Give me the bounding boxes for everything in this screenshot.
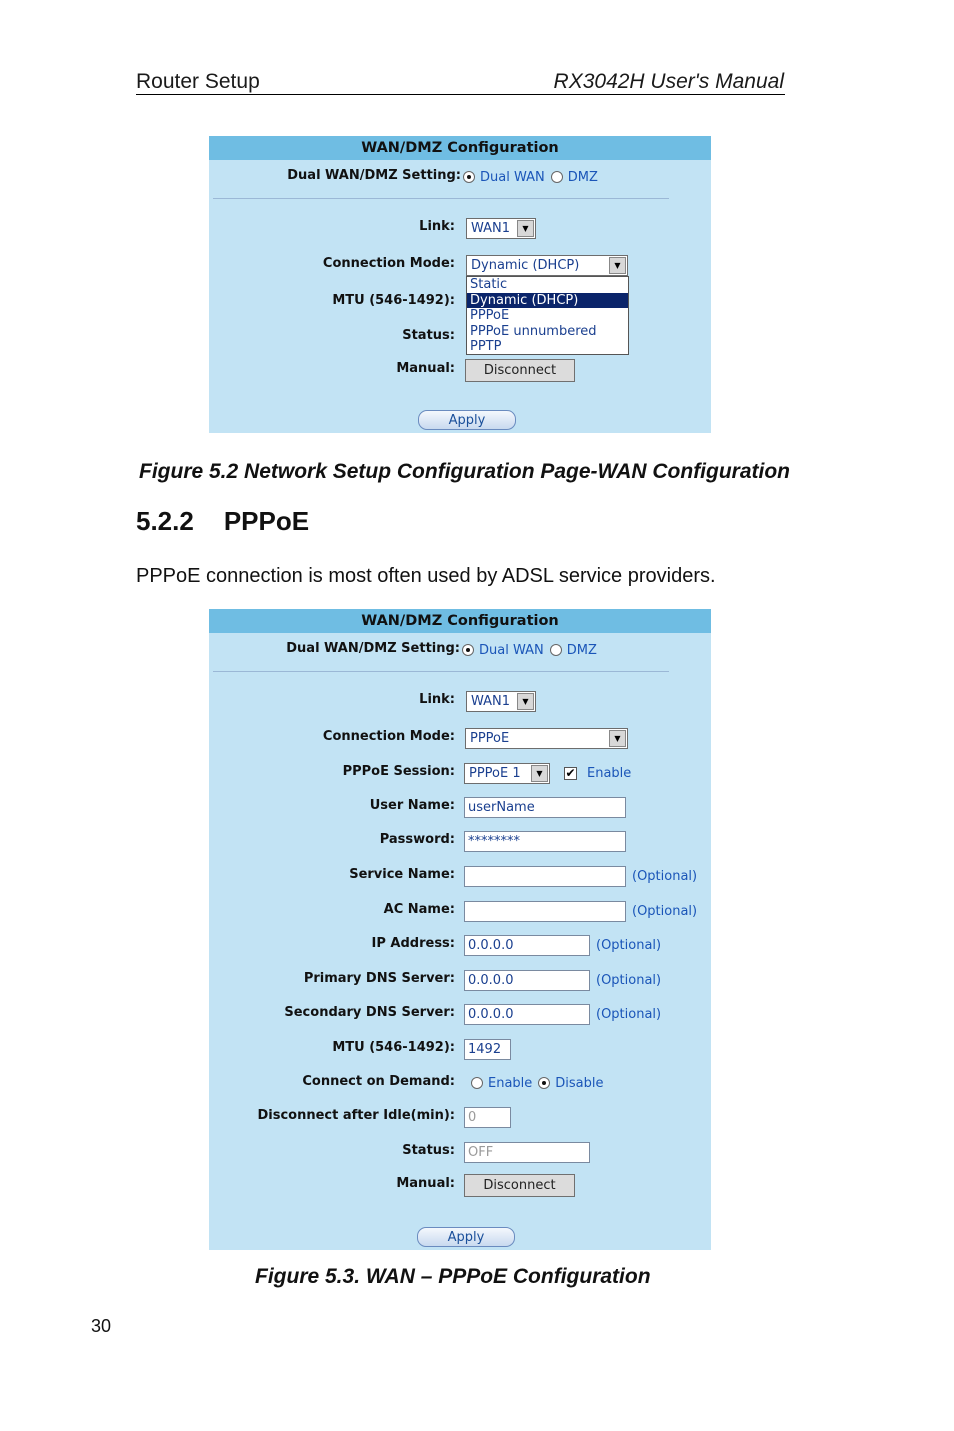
manual-row [209,359,711,381]
chevron-down-icon: ▼ [609,730,626,747]
dual-setting-row [209,639,711,661]
enable-label: Enable [587,765,632,781]
chevron-down-icon: ▼ [531,765,548,782]
connect-on-demand-label: Connect on Demand: [302,1074,455,1089]
connection-mode-dropdown[interactable] [466,276,629,355]
link-select-value: WAN1 [471,693,511,709]
status-field: OFF [464,1142,590,1163]
dmz-label: DMZ [566,642,597,658]
pppoe-session-value: PPPoE 1 [469,765,521,781]
dual-setting-label: Dual WAN/DMZ Setting: [286,641,460,656]
idle-row [209,1106,711,1128]
manual-row [209,1174,711,1196]
divider [213,198,669,199]
wan-config-panel-pppoe [209,609,711,1250]
chevron-down-icon: ▼ [517,693,534,710]
apply-button[interactable]: Apply [417,1227,515,1247]
panel-title: WAN/DMZ Configuration [209,136,711,160]
connection-mode-label: Connection Mode: [322,729,455,744]
section-title: PPPoE [223,506,310,536]
dual-wan-radio[interactable] [463,171,475,183]
user-name-label: User Name: [369,798,455,813]
manual-label: Manual: [396,361,455,376]
mtu-label: MTU (546-1492): [332,293,455,308]
link-select[interactable] [466,218,536,239]
service-name-input[interactable] [464,866,626,887]
ac-name-row [209,900,711,922]
link-select[interactable] [466,691,536,712]
figure-caption-5-2: Figure 5.2 Network Setup Configuration Page-WAN Configuration [139,460,791,483]
cod-enable-label: Enable [488,1075,533,1091]
pppoe-session-select[interactable] [464,763,550,784]
ac-name-label: AC Name: [383,902,455,917]
option-dynamic-dhcp[interactable]: Dynamic (DHCP) [467,293,628,309]
pppoe-session-label: PPPoE Session: [342,764,455,779]
ip-address-label: IP Address: [371,936,455,951]
idle-label: Disconnect after Idle(min): [257,1108,455,1123]
connection-mode-row [209,254,711,276]
service-name-label: Service Name: [349,867,455,882]
connection-mode-value: Dynamic (DHCP) [471,257,580,273]
password-row [209,830,711,852]
manual-label: Manual: [396,1176,455,1191]
secondary-dns-label: Secondary DNS Server: [284,1005,455,1020]
link-select-value: WAN1 [471,220,511,236]
figure-caption-5-3: Figure 5.3. WAN – PPPoE Configuration [255,1265,651,1288]
link-label: Link: [419,692,455,707]
optional-hint: (Optional) [632,903,698,919]
dmz-radio[interactable] [550,644,562,656]
cod-disable-radio[interactable] [538,1077,550,1089]
dmz-radio[interactable] [551,171,563,183]
cod-disable-label: Disable [555,1075,604,1091]
enable-checkbox[interactable]: ✔ [565,765,576,780]
optional-hint: (Optional) [596,972,662,988]
pppoe-session-row [209,762,711,784]
option-pppoe[interactable]: PPPoE [470,308,510,324]
mtu-label: MTU (546-1492): [332,1040,455,1055]
mtu-row [209,291,711,313]
password-input[interactable]: ******** [464,831,626,852]
ac-name-input[interactable] [464,901,626,922]
option-pppoe-unnumbered[interactable]: PPPoE unnumbered [470,323,597,339]
dual-wan-radio[interactable] [462,644,474,656]
status-row [209,1141,711,1163]
idle-input[interactable]: 0 [464,1107,511,1128]
connection-mode-select[interactable] [465,728,628,749]
primary-dns-label: Primary DNS Server: [303,971,455,986]
dual-wan-label: Dual WAN [480,169,545,185]
secondary-dns-input[interactable]: 0.0.0.0 [464,1004,590,1025]
primary-dns-input[interactable]: 0.0.0.0 [464,970,590,991]
ip-address-input[interactable]: 0.0.0.0 [464,935,590,956]
dual-wan-label: Dual WAN [479,642,544,658]
dual-setting-label: Dual WAN/DMZ Setting: [287,168,461,183]
connect-on-demand-row [209,1072,711,1094]
connection-mode-row [209,727,711,749]
chevron-down-icon: ▼ [609,257,626,274]
password-label: Password: [379,832,455,847]
wan-config-panel-dhcp [209,136,711,433]
mtu-row [209,1038,711,1060]
header-left: Router Setup [136,70,260,93]
apply-button[interactable]: Apply [418,410,516,430]
user-name-input[interactable]: userName [464,797,626,818]
section-number: 5.2.2 [136,506,194,536]
page-number: 30 [91,1316,112,1336]
ip-address-row [209,934,711,956]
user-name-row [209,796,711,818]
optional-hint: (Optional) [596,1006,662,1022]
link-label: Link: [419,219,455,234]
connection-mode-label: Connection Mode: [322,256,455,271]
optional-hint: (Optional) [632,868,698,884]
option-static[interactable]: Static [470,277,508,292]
disconnect-button[interactable]: Disconnect [465,359,575,382]
status-label: Status: [402,328,455,343]
section-heading [136,506,309,537]
connection-mode-value: PPPoE [470,730,510,746]
primary-dns-row [209,969,711,991]
status-row [209,323,711,348]
connection-mode-select[interactable] [466,255,628,276]
cod-enable-radio[interactable] [471,1077,483,1089]
header-right: RX3042H User's Manual [553,70,784,93]
disconnect-button[interactable]: Disconnect [464,1174,575,1197]
service-name-row [209,865,711,887]
mtu-input[interactable]: 1492 [464,1039,511,1060]
dual-setting-row [209,166,711,188]
divider [213,671,669,672]
panel-title: WAN/DMZ Configuration [209,609,711,633]
option-pptp[interactable]: PPTP [470,339,502,355]
header-rule [136,94,785,95]
chevron-down-icon: ▼ [517,220,534,237]
body-paragraph: PPPoE connection is most often used by ADSL service providers. [136,565,716,587]
link-row [209,690,711,712]
link-row [209,217,711,239]
status-label: Status: [402,1143,455,1158]
optional-hint: (Optional) [596,937,662,953]
secondary-dns-row [209,1003,711,1025]
dmz-label: DMZ [567,169,598,185]
